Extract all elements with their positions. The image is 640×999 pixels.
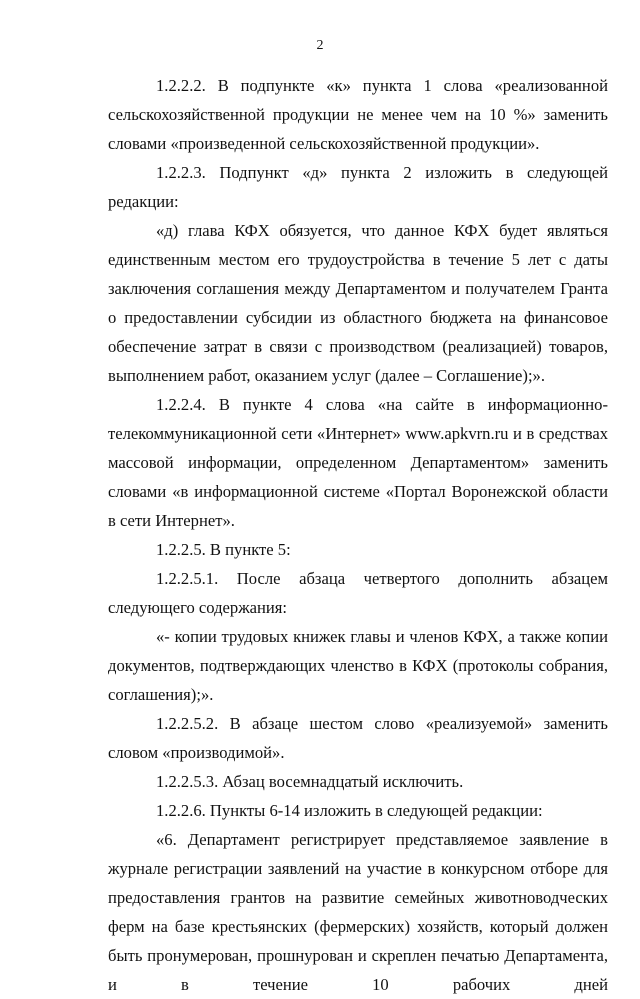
paragraph-quote-copies: «- копии трудовых книжек главы и членов КФХ, а также копии документов, подтверждающих членство в КФХ (протоколы собрания, соглашения);». xyxy=(108,627,608,704)
paragraph-1-2-2-5: 1.2.2.5. В пункте 5: xyxy=(156,540,291,559)
paragraph-quote-d: «д) глава КФХ обязуется, что данное КФХ будет являться единственным местом его трудоустройства в течение 5 лет с даты заключения соглашения между Департаментом и получателем Гранта о предоставлении субсидии из областного бюджета на финансовое обеспечение затрат в связи с производством (реализацией) товаров, выполнением работ, оказанием услуг (далее – Соглашение);». xyxy=(108,221,608,385)
paragraph-1-2-2-5-3: 1.2.2.5.3. Абзац восемнадцатый исключить. xyxy=(156,772,464,791)
paragraph-1-2-2-5-2: 1.2.2.5.2. В абзаце шестом слово «реализуемой» заменить словом «производимой». xyxy=(108,714,608,762)
paragraph-quote-6: «6. Департамент регистрирует представляемое заявление в журнале регистрации заявлений на участие в конкурсном отборе для предоставления грантов на развитие семейных животноводческих ферм на базе крестьянских (фермерских) хозяйств, который должен быть пронумерован, прошнурован и скреплен печатью Департамента, и в течение 10 рабочих дней xyxy=(108,830,608,994)
paragraph-1-2-2-5-1: 1.2.2.5.1. После абзаца четвертого дополнить абзацем следующего содержания: xyxy=(108,569,608,617)
paragraph-1-2-2-3: 1.2.2.3. Подпункт «д» пункта 2 изложить в следующей редакции: xyxy=(108,163,608,211)
page-number: 2 xyxy=(316,38,324,53)
paragraph-1-2-2-2: 1.2.2.2. В подпункте «к» пункта 1 слова «реализованной сельскохозяйственной продукции не менее чем на 10 %» заменить словами «произведенной сельскохозяйственной продукции». xyxy=(108,76,608,153)
paragraph-1-2-2-6: 1.2.2.6. Пункты 6-14 изложить в следующей редакции: xyxy=(156,801,543,820)
paragraph-1-2-2-4: 1.2.2.4. В пункте 4 слова «на сайте в информационно-телекоммуникационной сети «Интернет» www.apkvrn.ru и в средствах массовой информации, определенном Департаментом» заменить словами «в информационной системе «Портал Воронежской области в сети Интернет». xyxy=(108,395,608,530)
